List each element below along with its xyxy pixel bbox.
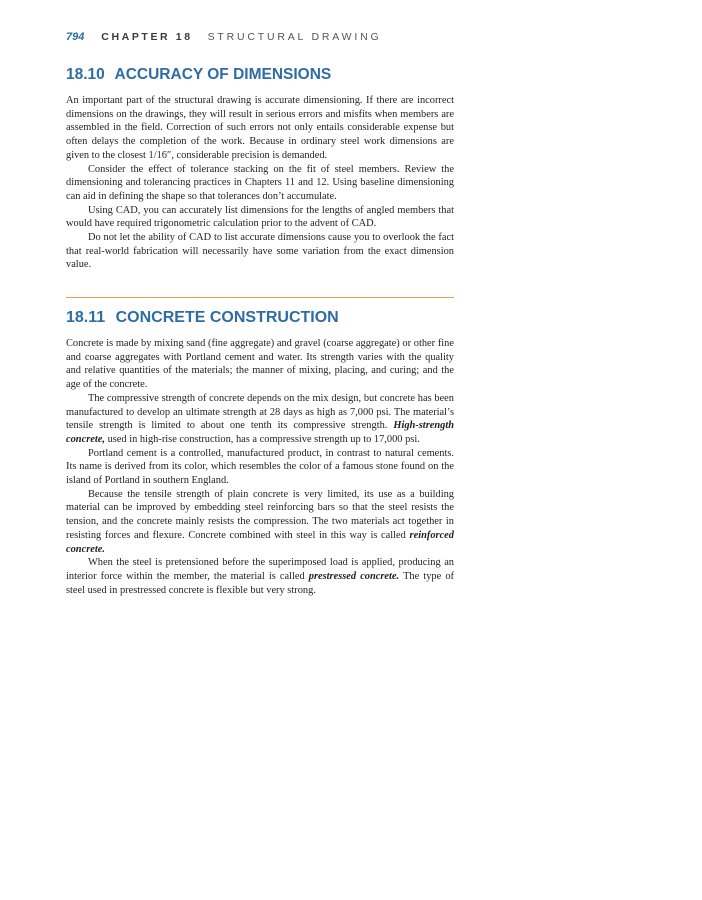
section-number: 18.10 [66,66,105,83]
paragraph-text: When the steel is pretensioned before the superimposed load is applied, producing an interior force within the member, the material is called [66,557,454,582]
paragraph [66,488,454,557]
paragraph: Concrete is made by mixing sand (fine aggregate) and gravel (coarse aggregate) or other fine and coarse aggregates with Portland cement and water. Its strength varies with the quality and relative quantities of the materials; the manner of mixing, placing, and curing; and the age of the concrete. [66,338,454,391]
section-number: 18.11 [66,309,106,326]
section-heading [66,66,454,84]
paragraph-text: The type of steel used in prestressed concrete is flexible but very strong. [66,570,454,596]
paragraph: Do not let the ability of CAD to list accurate dimensions cause you to overlook the fact that real-world fabrication will necessarily have some variation from the exact dimension value. [66,232,454,271]
paragraph: Portland cement is a controlled, manufactured product, in contrast to natural cements. Its name is derived from its color, which resembles the color of a famous stone found on the island of Portland in southern England. [66,447,454,487]
paragraph: An important part of the structural drawing is accurate dimensioning. If there are incorrect dimensions on the drawings, they will result in serious errors and misfits when members are assembled in the field. Correction of such errors not only entails considerable expense but often delays the completion of the work. Because in ordinary steel work dimensions are given to the closest 1/16″, considerable precision is demanded. [66,95,454,161]
key-term: reinforced concrete. [66,529,454,555]
running-header [66,31,466,47]
paragraph-text: Because the tensile strength of plain concrete is very limited, its use as a building material can be improved by embedding steel reinforcing bars so that the steel resists the tension, and the concrete mainly resists the compression. The two materials act together in resisting forces and flexure. Concrete combined with steel in this way is called [66,488,454,541]
key-term: prestressed concrete. [308,570,400,582]
chapter-title: STRUCTURAL DRAWING [207,31,382,43]
page-number: 794 [66,31,85,43]
section-concrete-construction [66,309,454,597]
paragraph-text: The compressive strength of concrete depends on the mix design, but concrete has been manufactured to develop an ultimate strength at 28 days as high as 7,000 psi. The material’s tensile strength is limited to about one tenth its compressive strength. [66,392,454,432]
paragraph [66,392,454,447]
key-term: High-strength concrete, [66,420,454,445]
paragraph: Consider the effect of tolerance stacking on the fit of steel members. Review the dimensioning and tolerancing practices in Chapters 11 and 12. Using baseline dimensioning can aid in defining the shape so that tolerances don’t accumulate. [66,163,454,202]
section-heading [66,309,454,327]
chapter-label: CHAPTER 18 [101,31,193,43]
section-title: CONCRETE CONSTRUCTION [115,309,339,326]
section-divider [66,297,454,298]
section-accuracy-of-dimensions [66,66,454,272]
paragraph-text: used in high-rise construction, has a compressive strength up to 17,000 psi. [107,433,420,445]
paragraph: Using CAD, you can accurately list dimensions for the lengths of angled members that would have required trigonometric calculation prior to the advent of CAD. [66,204,454,230]
section-title: ACCURACY OF DIMENSIONS [114,66,332,83]
paragraph [66,556,454,597]
